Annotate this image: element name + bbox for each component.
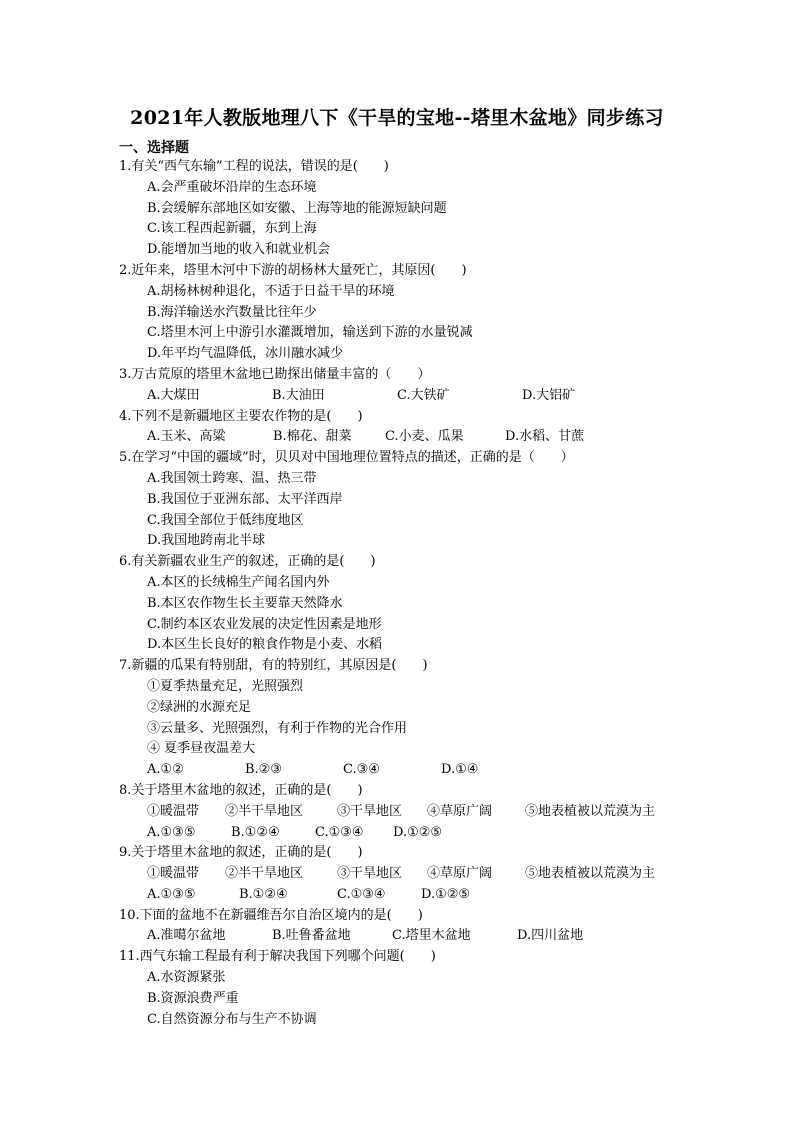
statement-item: ①夏季热量充足，光照强烈	[147, 678, 304, 694]
statement-item: ⑤地表植被以荒漠为主	[525, 866, 656, 882]
option: A.大煤田	[147, 387, 200, 403]
statement-item: ③云量多、光照强烈，有利于作物的光合作用	[147, 720, 408, 736]
option: C.①③④	[315, 824, 364, 840]
option: B.①②④	[231, 824, 280, 840]
option: C.小麦、瓜果	[385, 429, 464, 445]
statement-row	[119, 864, 699, 885]
option: B.吐鲁番盆地	[272, 928, 351, 944]
option: A.胡杨林树种退化，不适于日益干旱的环境	[147, 283, 395, 299]
statement-item: ④草原广阔	[427, 866, 493, 882]
option: D.①②⑤	[421, 886, 471, 902]
statement-item: ③干旱地区	[337, 866, 403, 882]
option: D.年平均气温降低，冰川融水减少	[147, 346, 344, 362]
statement-item: ⑤地表植被以荒漠为主	[525, 803, 656, 819]
option-row	[119, 823, 699, 844]
option-row	[119, 427, 699, 448]
option: C.该工程西起新疆，东到上海	[147, 221, 317, 237]
option: A.①②	[147, 762, 184, 778]
statement-item: ④ 夏季昼夜温差大	[147, 741, 256, 757]
statement-item: ①暖温带	[147, 866, 200, 882]
question-stem: 1.有关“西气东输”工程的说法，错误的是( )	[119, 159, 389, 174]
option: A.准噶尔盆地	[147, 928, 226, 944]
question-stem: 6.有关新疆农业生产的叙述，正确的是( )	[119, 554, 376, 570]
question-stem: 9.关于塔里木盆地的叙述，正确的是( )	[119, 845, 363, 861]
statement-item: ②半干旱地区	[225, 866, 304, 882]
option: A.本区的长绒棉生产闻名国内外	[147, 574, 330, 590]
option: B.会缓解东部地区如安徽、上海等地的能源短缺问题	[147, 200, 447, 216]
section-heading: 一、选择题	[119, 140, 189, 156]
option: A.会严重破坏沿岸的生态环境	[147, 179, 317, 195]
option: D.四川盆地	[517, 928, 584, 944]
question-stem: 5.在学习“中国的疆域”时，贝贝对中国地理位置特点的描述，正确的是（ ）	[119, 450, 574, 466]
question-stem: 4.下列不是新疆地区主要农作物的是( )	[119, 408, 363, 424]
option: B.我国位于亚洲东部、太平洋西岸	[147, 491, 343, 507]
statement-item: ④草原广阔	[427, 803, 493, 819]
option: B.本区农作物生长主要靠天然降水	[147, 595, 343, 611]
option-row	[119, 926, 699, 947]
option: B.棉花、甜菜	[273, 429, 352, 445]
question-stem: 7.新疆的瓜果有特别甜，有的特别红，其原因是( )	[119, 658, 428, 674]
option: C.我国全部位于低纬度地区	[147, 512, 304, 528]
option-row	[119, 885, 699, 906]
option: C.大铁矿	[397, 387, 450, 403]
option: A.水资源紧张	[147, 970, 226, 986]
statement-item: ②绿洲的水源充足	[147, 699, 252, 715]
option: C.制约本区农业发展的决定性因素是地形	[147, 616, 382, 632]
option: A.①③⑤	[147, 824, 196, 840]
option: D.能增加当地的收入和就业机会	[147, 242, 331, 258]
question-stem: 3.万古荒原的塔里木盆地已勘探出储量丰富的（ ）	[119, 366, 431, 382]
option: B.①②④	[239, 886, 288, 902]
option: D.本区生长良好的粮食作物是小麦、水稻	[147, 637, 383, 653]
question-stem: 2.近年来，塔里木河中下游的胡杨林大量死亡，其原因( )	[119, 262, 467, 278]
option: B.海洋输送水汽数量比往年少	[147, 304, 317, 320]
option: B.资源浪费严重	[147, 990, 239, 1006]
option: D.①④	[441, 762, 479, 778]
option: C.自然资源分布与生产不协调	[147, 1011, 317, 1027]
statement-item: ①暖温带	[147, 803, 200, 819]
option: B.大油田	[272, 387, 325, 403]
question-stem: 11.西气东输工程最有利于解决我国下列哪个问题( )	[119, 949, 436, 965]
statement-row	[119, 802, 699, 823]
question-stem: 8.关于塔里木盆地的叙述，正确的是( )	[119, 782, 363, 798]
option: A.玉米、高粱	[147, 429, 226, 445]
option: A.①③⑤	[147, 886, 196, 902]
page-title: 2021年人教版地理八下《干旱的宝地--塔里木盆地》同步练习	[130, 107, 664, 129]
statement-item: ③干旱地区	[337, 803, 403, 819]
option: D.①②⑤	[393, 824, 443, 840]
option: D.大铝矿	[522, 387, 576, 403]
option: B.②③	[245, 762, 282, 778]
option: A.我国领土跨寒、温、热三带	[147, 470, 317, 486]
option-row	[119, 386, 699, 407]
option: C.塔里木盆地	[392, 928, 471, 944]
option: C.①③④	[337, 886, 386, 902]
option: C.塔里木河上中游引水灌溉增加，输送到下游的水量锐减	[147, 325, 473, 341]
option: D.我国地跨南北半球	[147, 533, 266, 549]
question-stem: 10.下面的盆地不在新疆维吾尔自治区境内的是( )	[119, 907, 423, 923]
option: C.③④	[343, 762, 380, 778]
option-row	[119, 760, 699, 781]
question-list	[119, 157, 699, 1030]
statement-item: ②半干旱地区	[225, 803, 304, 819]
option: D.水稻、甘蔗	[505, 429, 585, 445]
